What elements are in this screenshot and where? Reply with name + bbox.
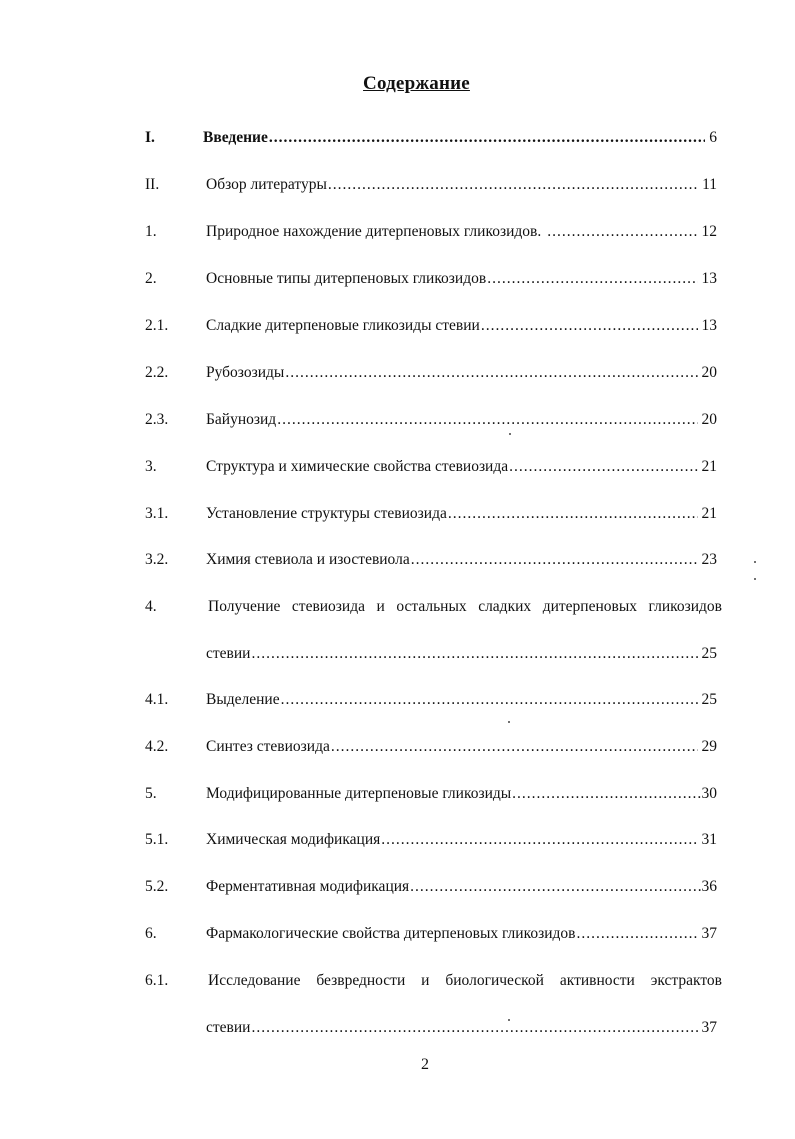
toc-entry-title: Ферментативная модификация bbox=[206, 878, 410, 895]
page-number: 2 bbox=[421, 1056, 429, 1073]
toc-entry bbox=[145, 829, 717, 851]
toc-entry-title: Химия стевиола и изостевиола bbox=[206, 551, 410, 568]
toc-entry-title: Природное нахождение дитерпеновых гликозидов. bbox=[206, 223, 542, 240]
toc-entry-page: 37 bbox=[701, 1019, 717, 1036]
toc-entry-title: Установление структуры стевиозида bbox=[206, 505, 447, 522]
toc-entry bbox=[145, 127, 717, 149]
toc-entry bbox=[145, 362, 717, 384]
toc-entry bbox=[145, 315, 717, 337]
toc-entry-number: 3.1. bbox=[145, 505, 169, 522]
toc-entry-number: 4. bbox=[145, 598, 157, 615]
toc-leader bbox=[285, 362, 697, 384]
toc-entry-number: I. bbox=[145, 129, 155, 146]
toc-entry bbox=[145, 736, 717, 758]
toc-leader bbox=[328, 174, 698, 196]
toc-entry bbox=[145, 783, 717, 805]
toc-entry bbox=[145, 549, 717, 571]
toc-entry bbox=[145, 268, 717, 290]
toc-leader bbox=[251, 1017, 700, 1039]
toc-entry-page: 30 bbox=[701, 785, 717, 802]
scan-speck bbox=[754, 578, 756, 580]
toc-leader bbox=[481, 315, 698, 337]
toc-entry-page: 37 bbox=[701, 925, 717, 942]
toc-leader bbox=[512, 783, 700, 805]
toc-entry-title: Сладкие дитерпеновые гликозиды стевии bbox=[206, 317, 480, 334]
toc-leader bbox=[277, 409, 697, 431]
toc-leader bbox=[381, 829, 697, 851]
toc-entry bbox=[145, 221, 717, 243]
toc-entry-continuation bbox=[145, 1017, 717, 1039]
toc-leader bbox=[410, 876, 700, 898]
toc-entry-page: 31 bbox=[701, 831, 717, 848]
toc-entry-title: Выделение bbox=[206, 691, 280, 708]
toc-entry-number: II. bbox=[145, 176, 160, 193]
toc-entry-page: 20 bbox=[701, 411, 717, 428]
toc-entry bbox=[145, 456, 717, 478]
toc-entry-page: 21 bbox=[701, 505, 717, 522]
toc-entry-page: 20 bbox=[701, 364, 717, 381]
toc-entry-page: 13 bbox=[701, 270, 717, 287]
toc-entry-page: 21 bbox=[701, 458, 717, 475]
toc-entry-page: 23 bbox=[701, 551, 717, 568]
toc-leader bbox=[331, 736, 698, 758]
scan-speck bbox=[754, 561, 756, 563]
toc-entry-title: Химическая модификация bbox=[206, 831, 381, 848]
scan-speck bbox=[508, 721, 510, 723]
toc-leader bbox=[448, 503, 698, 525]
toc-entry-page: 25 bbox=[701, 691, 717, 708]
scan-speck bbox=[508, 1019, 510, 1021]
toc-entry-title: Рубозозиды bbox=[206, 364, 285, 381]
toc-entry-title: Фармакологические свойства дитерпеновых гликозидов bbox=[206, 925, 576, 942]
toc-entry-title: Структура и химические свойства стевиозида bbox=[206, 458, 509, 475]
toc-entry-title: Синтез стевиозида bbox=[206, 738, 330, 755]
toc-entry-continuation bbox=[145, 643, 717, 665]
toc-leader bbox=[281, 689, 698, 711]
toc-entry bbox=[145, 503, 717, 525]
toc-entry bbox=[145, 174, 717, 196]
toc-entry-number: 1. bbox=[145, 223, 157, 240]
toc-entry-page: 6 bbox=[709, 129, 717, 146]
toc-entry-number: 5.2. bbox=[145, 878, 169, 895]
toc-entry-title: стевии bbox=[206, 645, 251, 662]
toc-entry-title-line1: Получение стевиозида и остальных сладких дитерпеновых гликозидов bbox=[208, 598, 722, 615]
toc-entry bbox=[145, 689, 717, 711]
toc-entry-page: 25 bbox=[701, 645, 717, 662]
toc-entry-title-line1: Исследование безвредности и биологической активности экстрактов bbox=[208, 972, 722, 989]
toc-entry-number: 3.2. bbox=[145, 551, 169, 568]
toc-entry-number: 4.1. bbox=[145, 691, 169, 708]
toc-entry bbox=[145, 409, 717, 431]
toc-entry-title: Обзор литературы bbox=[206, 176, 327, 193]
toc-entry-title: Основные типы дитерпеновых гликозидов bbox=[206, 270, 487, 287]
toc-leader bbox=[509, 456, 697, 478]
toc-entry-number: 2. bbox=[145, 270, 157, 287]
toc-leader bbox=[251, 643, 697, 665]
toc-entry-title: Байунозид bbox=[206, 411, 277, 428]
toc-entry-title: стевии bbox=[206, 1019, 251, 1036]
toc-entry-number: 4.2. bbox=[145, 738, 169, 755]
toc-entry-page: 36 bbox=[701, 878, 717, 895]
toc-entry-title: Введение bbox=[203, 129, 268, 146]
toc-entry-number: 6. bbox=[145, 925, 157, 942]
scan-speck bbox=[509, 433, 511, 435]
toc-entry bbox=[145, 923, 717, 945]
toc-entry-number: 6.1. bbox=[145, 972, 169, 989]
toc-entry-number: 5.1. bbox=[145, 831, 169, 848]
toc-entry-page: 13 bbox=[701, 317, 717, 334]
toc-entry-page: 11 bbox=[702, 176, 717, 193]
toc-entry-page: 12 bbox=[701, 223, 717, 240]
page-title: Содержание bbox=[363, 73, 470, 94]
toc-leader bbox=[411, 549, 698, 571]
toc-entry bbox=[145, 876, 717, 898]
toc-leader bbox=[576, 923, 697, 945]
toc-entry-number: 3. bbox=[145, 458, 157, 475]
toc-leader bbox=[269, 127, 705, 149]
toc-entry-number: 2.3. bbox=[145, 411, 169, 428]
toc-leader bbox=[547, 221, 697, 243]
toc-leader bbox=[487, 268, 697, 290]
toc-entry-page: 29 bbox=[701, 738, 717, 755]
toc-entry-title: Модифицированные дитерпеновые гликозиды bbox=[206, 785, 512, 802]
toc-entry-number: 2.1. bbox=[145, 317, 169, 334]
toc-entry-number: 5. bbox=[145, 785, 157, 802]
toc-entry-number: 2.2. bbox=[145, 364, 169, 381]
